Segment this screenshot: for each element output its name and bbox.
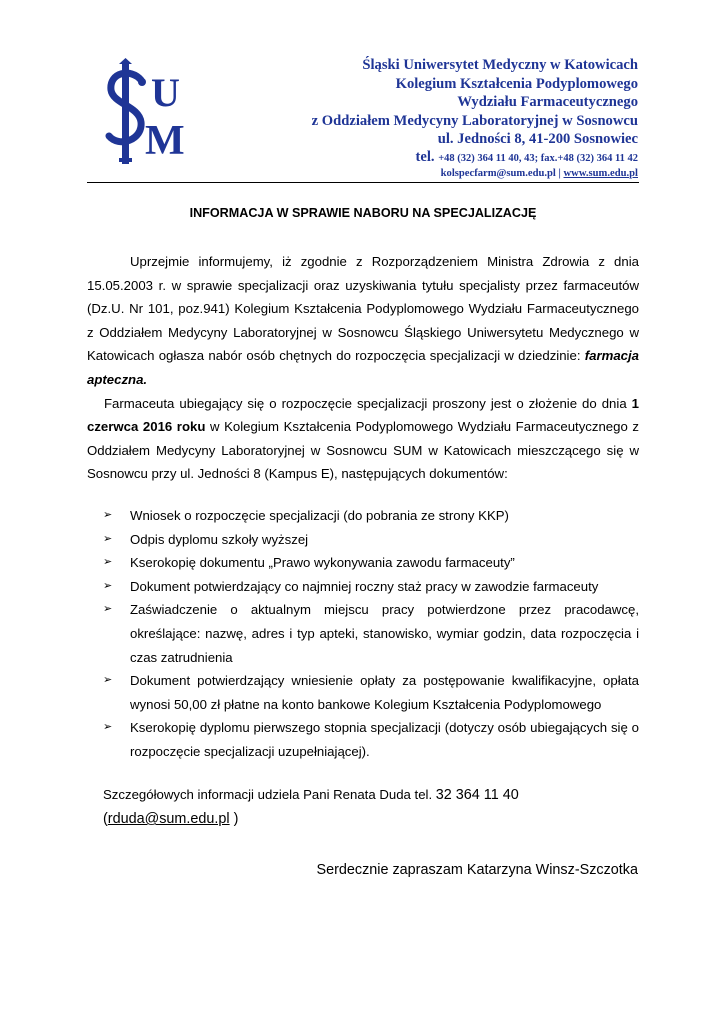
specialization-field: farmacja apteczna. bbox=[87, 348, 639, 387]
intro-paragraph bbox=[87, 250, 639, 392]
deadline-details: w Kolegium Kształcenia Podyplomowego Wydziału Farmaceutycznego z Oddziałem Medycyny Laboratoryjnej w Sosnowcu SUM w Katowicach mieszczącego się w Sosnowcu przy ul. Jedności 8 (Kampus E), następujących dokumentów: bbox=[87, 419, 639, 482]
contact-links bbox=[218, 167, 638, 181]
arrow-bullet-icon: ➢ bbox=[103, 579, 113, 592]
deadline-date: 1 czerwca 2016 roku bbox=[87, 395, 639, 435]
list-item-text: Zaświadczenie o aktualnym miejscu pracy potwierdzone przez pracodawcę, określające: nazwę, adres i typ apteki, stanowisko, wymiar godzin, data rozpoczęcia i czas zatrudnienia bbox=[130, 602, 639, 665]
open-paren: ( bbox=[103, 811, 108, 827]
tel-numbers: +48 (32) 364 11 40, 43; fax.+48 (32) 364 11 42 bbox=[438, 152, 638, 164]
arrow-bullet-icon: ➢ bbox=[103, 532, 113, 545]
college-name: Kolegium Kształcenia Podyplomowego bbox=[395, 75, 638, 92]
tel-label: tel. bbox=[415, 148, 439, 165]
signature: Serdecznie zapraszam Katarzyna Winsz-Szczotka bbox=[316, 862, 638, 878]
close-paren: ) bbox=[229, 811, 239, 827]
contact-email-line bbox=[103, 808, 238, 830]
arrow-bullet-icon: ➢ bbox=[103, 603, 113, 616]
list-item bbox=[103, 528, 639, 552]
document-body bbox=[87, 250, 639, 486]
deadline-intro: Farmaceuta ubiegający się o rozpoczęcie specjalizacji proszony jest o złożenie do dnia bbox=[104, 395, 632, 411]
arrow-bullet-icon: ➢ bbox=[103, 721, 113, 734]
contact-text: Szczegółowych informacji udziela Pani Renata Duda tel. bbox=[103, 787, 436, 802]
list-item-text: Kserokopię dyplomu pierwszego stopnia specjalizacji (dotyczy osób ubiegających się o rozpoczęcie specjalizacji uzupełniającej). bbox=[130, 720, 639, 759]
sum-caduceus-logo-icon bbox=[105, 58, 210, 166]
list-item bbox=[103, 669, 639, 716]
list-item-text: Dokument potwierdzający co najmniej roczny staż pracy w zawodzie farmaceuty bbox=[130, 578, 599, 594]
arrow-bullet-icon: ➢ bbox=[103, 674, 113, 687]
contact-email-link[interactable]: rduda@sum.edu.pl bbox=[107, 811, 230, 827]
logo-letter-u: U bbox=[151, 70, 180, 115]
header-email[interactable]: kolspecfarm@sum.edu.pl bbox=[440, 167, 556, 179]
list-item bbox=[103, 575, 639, 599]
header-divider bbox=[87, 182, 639, 183]
required-documents-list bbox=[103, 504, 639, 764]
list-item bbox=[103, 504, 639, 528]
arrow-bullet-icon: ➢ bbox=[103, 556, 113, 569]
department-name: z Oddziałem Medycyny Laboratoryjnej w Sosnowcu bbox=[311, 112, 638, 129]
list-item-text: Dokument potwierdzający wniesienie opłaty za postępowanie kwalifikacyjne, opłata wynosi 50,00 zł płatne na konto bankowe Kolegium Kształcenia Podyplomowego bbox=[130, 673, 639, 712]
contact-phone: 32 364 11 40 bbox=[435, 787, 519, 803]
arrow-bullet-icon: ➢ bbox=[103, 509, 113, 521]
website-link[interactable]: www.sum.edu.pl bbox=[563, 167, 638, 179]
logo-letter-m: M bbox=[145, 118, 185, 164]
university-name: Śląski Uniwersytet Medyczny w Katowicach bbox=[362, 57, 638, 73]
institution-header bbox=[218, 56, 638, 181]
contact-info bbox=[103, 785, 639, 805]
faculty-name: Wydziału Farmaceutycznego bbox=[457, 94, 638, 110]
document-title: INFORMACJA W SPRAWIE NABORU NA SPECJALIZACJĘ bbox=[189, 206, 537, 220]
list-item-text: Odpis dyplomu szkoły wyższej bbox=[130, 531, 309, 547]
deadline-paragraph bbox=[87, 392, 639, 486]
list-item bbox=[103, 716, 639, 763]
link-separator: | bbox=[555, 167, 564, 179]
address: ul. Jedności 8, 41-200 Sosnowiec bbox=[437, 131, 638, 147]
list-item-text: Kserokopię dokumentu „Prawo wykonywania zawodu farmaceuty” bbox=[130, 555, 515, 571]
list-item-text: Wniosek o rozpoczęcie specjalizacji (do pobrania ze strony KKP) bbox=[130, 508, 509, 523]
list-item bbox=[103, 598, 639, 669]
list-item bbox=[103, 551, 639, 575]
phone-fax-line bbox=[218, 149, 638, 167]
intro-text: Uprzejmie informujemy, iż zgodnie z Rozporządzeniem Ministra Zdrowia z dnia 15.05.2003 r. w sprawie specjalizacji oraz uzyskiwania tytułu specjalisty przez farmaceutów (Dz.U. Nr 101, poz.941) Kolegium Kształcenia Podyplomowego Wydziału Farmaceutycznego z Oddziałem Medycyny Laboratoryjnej w Sosnowcu Śląskiego Uniwersytetu Medycznego w Katowicach ogłasza nabór osób chętnych do rozpoczęcia specjalizacji w dziedzinie: bbox=[87, 254, 639, 364]
